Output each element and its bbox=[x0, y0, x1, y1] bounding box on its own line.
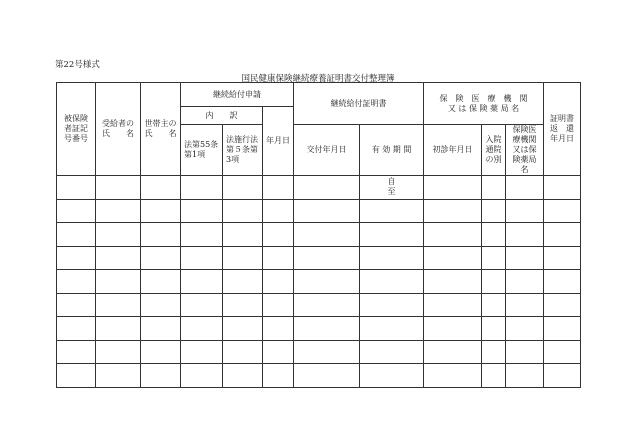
table-cell bbox=[424, 176, 482, 200]
table-cell bbox=[360, 293, 424, 317]
table-cell bbox=[294, 293, 360, 317]
table-cell bbox=[544, 317, 581, 341]
header-enforcement-law bbox=[223, 125, 263, 176]
table-cell bbox=[482, 293, 506, 317]
table-cell bbox=[482, 199, 506, 223]
table-cell bbox=[544, 364, 581, 388]
table-cell bbox=[506, 340, 544, 364]
table-cell bbox=[141, 223, 181, 247]
table-cell bbox=[57, 176, 96, 200]
table-cell bbox=[294, 364, 360, 388]
table-cell bbox=[141, 317, 181, 341]
table-cell bbox=[360, 223, 424, 247]
table-cell bbox=[424, 340, 482, 364]
table-cell bbox=[181, 293, 223, 317]
header-line: 療機関 bbox=[512, 135, 537, 144]
table-cell bbox=[424, 223, 482, 247]
table-cell bbox=[544, 223, 581, 247]
table-row bbox=[57, 199, 581, 223]
header-recipient-name bbox=[96, 83, 141, 176]
table-cell bbox=[263, 176, 294, 200]
table-cell bbox=[263, 223, 294, 247]
table-cell bbox=[223, 293, 263, 317]
table-cell bbox=[360, 199, 424, 223]
table-cell bbox=[294, 223, 360, 247]
table-cell bbox=[57, 364, 96, 388]
table-row bbox=[57, 293, 581, 317]
table-cell bbox=[544, 293, 581, 317]
table-cell bbox=[181, 364, 223, 388]
table-cell bbox=[223, 317, 263, 341]
header-line: 証明書 bbox=[550, 114, 575, 123]
header-first-visit-date: 初診年月日 bbox=[424, 125, 482, 176]
table-cell bbox=[506, 223, 544, 247]
header-insured-number bbox=[57, 83, 96, 176]
table-cell bbox=[141, 364, 181, 388]
table-cell bbox=[544, 176, 581, 200]
header-line: の別 bbox=[485, 155, 502, 164]
table-cell bbox=[294, 270, 360, 294]
table-cell bbox=[263, 246, 294, 270]
table-cell bbox=[294, 340, 360, 364]
table-cell bbox=[263, 364, 294, 388]
table-cell bbox=[482, 317, 506, 341]
table-cell bbox=[263, 317, 294, 341]
table-cell bbox=[424, 364, 482, 388]
table-cell bbox=[263, 293, 294, 317]
table-cell bbox=[223, 199, 263, 223]
table-cell bbox=[223, 364, 263, 388]
table-cell bbox=[294, 199, 360, 223]
validity-from-label: 自 bbox=[387, 177, 396, 187]
header-certificate: 継続給付証明書 bbox=[294, 83, 424, 125]
header-line: 第1項 bbox=[184, 150, 206, 159]
table-cell bbox=[223, 270, 263, 294]
header-line: 世帯主の bbox=[144, 119, 177, 128]
table-cell bbox=[57, 317, 96, 341]
table-cell bbox=[506, 317, 544, 341]
header-line: 又 は 保 険 薬 局 名 bbox=[447, 103, 520, 113]
table-cell bbox=[544, 340, 581, 364]
header-line: 者証記 bbox=[64, 124, 88, 133]
table-cell bbox=[96, 199, 141, 223]
header-line: 通院 bbox=[485, 145, 502, 154]
header-institution bbox=[424, 83, 544, 125]
table-cell bbox=[506, 364, 544, 388]
table-row bbox=[57, 340, 581, 364]
header-line: 返 還 bbox=[550, 124, 575, 133]
table-cell bbox=[57, 199, 96, 223]
header-return-date bbox=[544, 83, 581, 176]
table-row bbox=[57, 176, 581, 200]
header-line: 年月日 bbox=[550, 134, 575, 143]
table-cell bbox=[294, 246, 360, 270]
header-line: 険薬局 bbox=[512, 155, 537, 164]
table-cell bbox=[544, 199, 581, 223]
header-line: 受給者の bbox=[102, 119, 134, 128]
table-cell bbox=[294, 317, 360, 341]
header-line: 氏 名 bbox=[102, 129, 134, 138]
document-title: 国民健康保険継続療養証明書交付整理簿 bbox=[241, 74, 395, 84]
table-cell bbox=[482, 176, 506, 200]
table-cell bbox=[57, 270, 96, 294]
table-cell bbox=[96, 317, 141, 341]
table-cell bbox=[96, 340, 141, 364]
table-cell bbox=[141, 246, 181, 270]
table-cell bbox=[482, 223, 506, 247]
header-line: 3項 bbox=[226, 155, 240, 164]
table-cell bbox=[506, 176, 544, 200]
header-law-art55 bbox=[181, 125, 223, 176]
table-cell bbox=[57, 340, 96, 364]
table-cell bbox=[181, 270, 223, 294]
table-cell bbox=[57, 293, 96, 317]
table-cell bbox=[506, 246, 544, 270]
table-cell bbox=[181, 223, 223, 247]
table-row bbox=[57, 223, 581, 247]
form-number-label: 第22号様式 bbox=[55, 60, 100, 70]
table-cell bbox=[506, 293, 544, 317]
table-cell bbox=[424, 317, 482, 341]
table-cell bbox=[57, 223, 96, 247]
table-cell bbox=[360, 317, 424, 341]
table-cell bbox=[96, 293, 141, 317]
table-cell bbox=[141, 293, 181, 317]
table-cell bbox=[181, 176, 223, 200]
register-table bbox=[56, 82, 581, 388]
table-cell bbox=[294, 176, 360, 200]
header-line: 被保険 bbox=[64, 114, 88, 123]
table-cell bbox=[263, 199, 294, 223]
header-inpatient-outpatient bbox=[482, 125, 506, 176]
table-cell bbox=[96, 246, 141, 270]
header-line: 法施行法 bbox=[226, 135, 258, 144]
header-issue-date: 交付年月日 bbox=[294, 125, 360, 176]
header-application: 継続給付申請 bbox=[181, 83, 294, 107]
validity-to-label: 至 bbox=[387, 187, 396, 197]
table-cell bbox=[424, 199, 482, 223]
table-cell bbox=[482, 340, 506, 364]
table-cell bbox=[223, 340, 263, 364]
table-cell bbox=[141, 199, 181, 223]
header-line: 法第55条 bbox=[184, 140, 219, 149]
table-cell bbox=[360, 364, 424, 388]
header-line: 第５条第 bbox=[226, 145, 258, 154]
table-cell bbox=[544, 246, 581, 270]
table-cell bbox=[360, 246, 424, 270]
table-cell bbox=[263, 270, 294, 294]
table-cell bbox=[223, 223, 263, 247]
table-cell bbox=[360, 340, 424, 364]
table-cell bbox=[96, 223, 141, 247]
table-cell bbox=[181, 199, 223, 223]
table-row bbox=[57, 364, 581, 388]
table-row bbox=[57, 246, 581, 270]
header-validity-period: 有 効 期 間 bbox=[360, 125, 424, 176]
table-cell bbox=[181, 246, 223, 270]
header-line: 号番号 bbox=[64, 134, 88, 143]
table-cell bbox=[506, 270, 544, 294]
table-cell bbox=[57, 246, 96, 270]
table-cell bbox=[181, 340, 223, 364]
header-institution-name bbox=[506, 125, 544, 176]
table-cell bbox=[482, 364, 506, 388]
header-line: 保 険 医 療 機 関 bbox=[439, 93, 528, 103]
header-line: 氏 名 bbox=[144, 129, 177, 138]
validity-period-cell bbox=[360, 176, 424, 200]
header-breakdown: 内 訳 bbox=[181, 107, 263, 125]
header-line: 名 bbox=[520, 165, 529, 174]
header-householder-name bbox=[141, 83, 181, 176]
table-cell bbox=[263, 340, 294, 364]
table-row bbox=[57, 317, 581, 341]
header-line: 保険医 bbox=[512, 125, 537, 134]
table-cell bbox=[141, 340, 181, 364]
header-line: 入院 bbox=[485, 135, 502, 144]
table-cell bbox=[482, 246, 506, 270]
table-cell bbox=[482, 270, 506, 294]
header-application-date: 年月日 bbox=[263, 107, 294, 176]
header-line: 又は保 bbox=[512, 145, 537, 154]
table-cell bbox=[360, 270, 424, 294]
table-cell bbox=[141, 176, 181, 200]
table-cell bbox=[544, 270, 581, 294]
table-cell bbox=[96, 364, 141, 388]
table-cell bbox=[223, 176, 263, 200]
table-cell bbox=[96, 270, 141, 294]
table-cell bbox=[424, 246, 482, 270]
table-cell bbox=[223, 246, 263, 270]
table-cell bbox=[181, 317, 223, 341]
table-cell bbox=[424, 293, 482, 317]
table-cell bbox=[424, 270, 482, 294]
table-row bbox=[57, 270, 581, 294]
table-cell bbox=[141, 270, 181, 294]
table-cell bbox=[506, 199, 544, 223]
table-cell bbox=[96, 176, 141, 200]
